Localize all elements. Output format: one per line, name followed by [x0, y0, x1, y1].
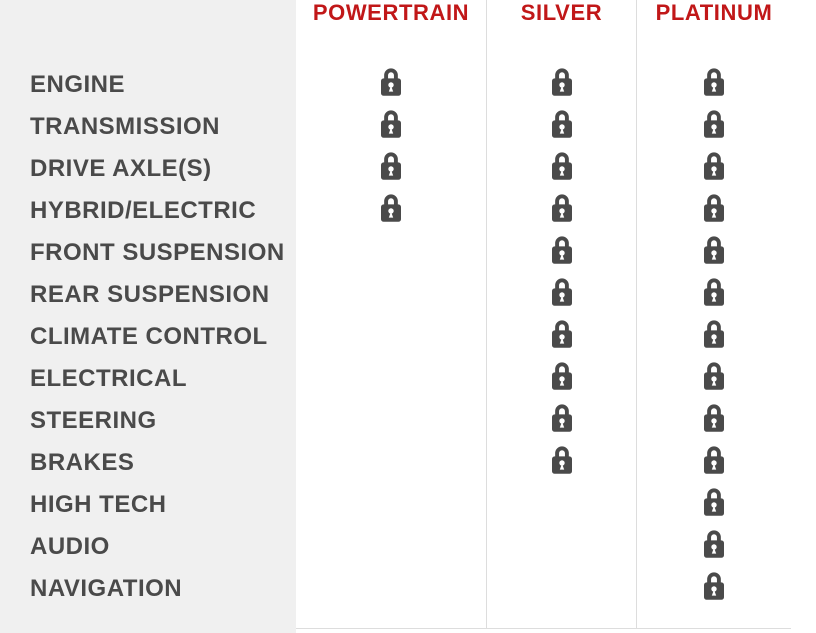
platinum-coverage-cell [636, 106, 791, 148]
filler-powertrain-cell [296, 610, 486, 629]
lock-icon [702, 486, 726, 517]
row-label: STEERING [30, 407, 157, 434]
powertrain-coverage-cell [296, 526, 486, 568]
platinum-coverage-cell [636, 232, 791, 274]
platinum-coverage-cell [636, 190, 791, 232]
row-label-cell [0, 526, 296, 568]
platinum-coverage-cell [636, 568, 791, 610]
silver-coverage-cell [486, 568, 636, 610]
row-label: REAR SUSPENSION [30, 281, 270, 308]
row-label: BRAKES [30, 449, 135, 476]
silver-coverage-cell [486, 484, 636, 526]
lock-icon [702, 360, 726, 391]
lock-icon [702, 150, 726, 181]
row-label: HIGH TECH [30, 491, 167, 518]
lock-icon [702, 528, 726, 559]
lock-icon [550, 402, 574, 433]
table-row [0, 484, 816, 526]
silver-coverage-cell [486, 274, 636, 316]
lock-icon [550, 192, 574, 223]
lock-icon [550, 150, 574, 181]
filler-silver-cell [486, 610, 636, 629]
row-label-cell [0, 400, 296, 442]
table-row [0, 148, 816, 190]
lock-icon [702, 318, 726, 349]
row-label: FRONT SUSPENSION [30, 239, 285, 266]
lock-icon [379, 108, 403, 139]
table-row [0, 64, 816, 106]
silver-coverage-cell [486, 64, 636, 106]
platinum-coverage-cell [636, 358, 791, 400]
row-label-cell [0, 64, 296, 106]
row-label-cell [0, 568, 296, 610]
platinum-coverage-cell [636, 64, 791, 106]
filler-label-cell [0, 610, 296, 629]
table-row [0, 358, 816, 400]
powertrain-coverage-cell [296, 442, 486, 484]
row-label-cell [0, 484, 296, 526]
column-header-powertrain: POWERTRAIN [312, 0, 470, 25]
row-label-cell [0, 442, 296, 484]
lock-icon [702, 444, 726, 475]
silver-coverage-cell [486, 442, 636, 484]
powertrain-coverage-cell [296, 232, 486, 274]
silver-coverage-cell [486, 232, 636, 274]
row-label-cell [0, 190, 296, 232]
row-label: ELECTRICAL [30, 365, 187, 392]
powertrain-coverage-cell [296, 274, 486, 316]
powertrain-coverage-cell [296, 400, 486, 442]
silver-coverage-cell [486, 526, 636, 568]
header-label-spacer [0, 0, 296, 64]
lock-icon [550, 234, 574, 265]
lock-icon [379, 150, 403, 181]
lock-icon [550, 360, 574, 391]
table-row [0, 400, 816, 442]
lock-icon [702, 66, 726, 97]
platinum-coverage-cell [636, 526, 791, 568]
table-bottom-edge [0, 610, 816, 629]
header-row [0, 0, 816, 64]
platinum-coverage-cell [636, 400, 791, 442]
lock-icon [550, 108, 574, 139]
row-label-cell [0, 358, 296, 400]
row-label-cell [0, 274, 296, 316]
row-label: HYBRID/ELECTRIC [30, 197, 257, 224]
row-label: ENGINE [30, 71, 126, 98]
table-row [0, 190, 816, 232]
powertrain-coverage-cell [296, 358, 486, 400]
powertrain-coverage-cell [296, 190, 486, 232]
table-row [0, 232, 816, 274]
silver-coverage-cell [486, 190, 636, 232]
row-label: TRANSMISSION [30, 113, 221, 140]
row-label: AUDIO [30, 533, 110, 560]
lock-icon [702, 192, 726, 223]
lock-icon [379, 192, 403, 223]
powertrain-coverage-cell [296, 148, 486, 190]
column-header-platinum: PLATINUM [636, 0, 791, 64]
silver-coverage-cell [486, 316, 636, 358]
lock-icon [550, 66, 574, 97]
lock-icon [550, 318, 574, 349]
lock-icon [702, 276, 726, 307]
row-label-cell [0, 148, 296, 190]
table-row [0, 106, 816, 148]
table-row [0, 568, 816, 610]
silver-coverage-cell [486, 148, 636, 190]
lock-icon [702, 108, 726, 139]
row-label-cell [0, 316, 296, 358]
table-row [0, 316, 816, 358]
silver-coverage-cell [486, 358, 636, 400]
row-label: CLIMATE CONTROL [30, 323, 268, 350]
lock-icon [702, 234, 726, 265]
table-row [0, 274, 816, 316]
lock-icon [379, 66, 403, 97]
platinum-coverage-cell [636, 148, 791, 190]
table-row [0, 442, 816, 484]
platinum-coverage-cell [636, 484, 791, 526]
powertrain-coverage-cell [296, 484, 486, 526]
table-row [0, 526, 816, 568]
lock-icon [702, 402, 726, 433]
column-header-silver: SILVER [486, 0, 636, 64]
row-label-cell [0, 106, 296, 148]
row-label: NAVIGATION [30, 575, 183, 602]
platinum-coverage-cell [636, 274, 791, 316]
silver-coverage-cell [486, 106, 636, 148]
powertrain-coverage-cell [296, 64, 486, 106]
platinum-coverage-cell [636, 442, 791, 484]
silver-coverage-cell [486, 400, 636, 442]
filler-platinum-cell [636, 610, 791, 629]
powertrain-coverage-cell [296, 316, 486, 358]
powertrain-coverage-cell [296, 568, 486, 610]
platinum-coverage-cell [636, 316, 791, 358]
lock-icon [550, 444, 574, 475]
lock-icon [550, 276, 574, 307]
powertrain-coverage-cell [296, 106, 486, 148]
row-label-cell [0, 232, 296, 274]
row-label: DRIVE AXLE(S) [30, 155, 212, 182]
lock-icon [702, 570, 726, 601]
